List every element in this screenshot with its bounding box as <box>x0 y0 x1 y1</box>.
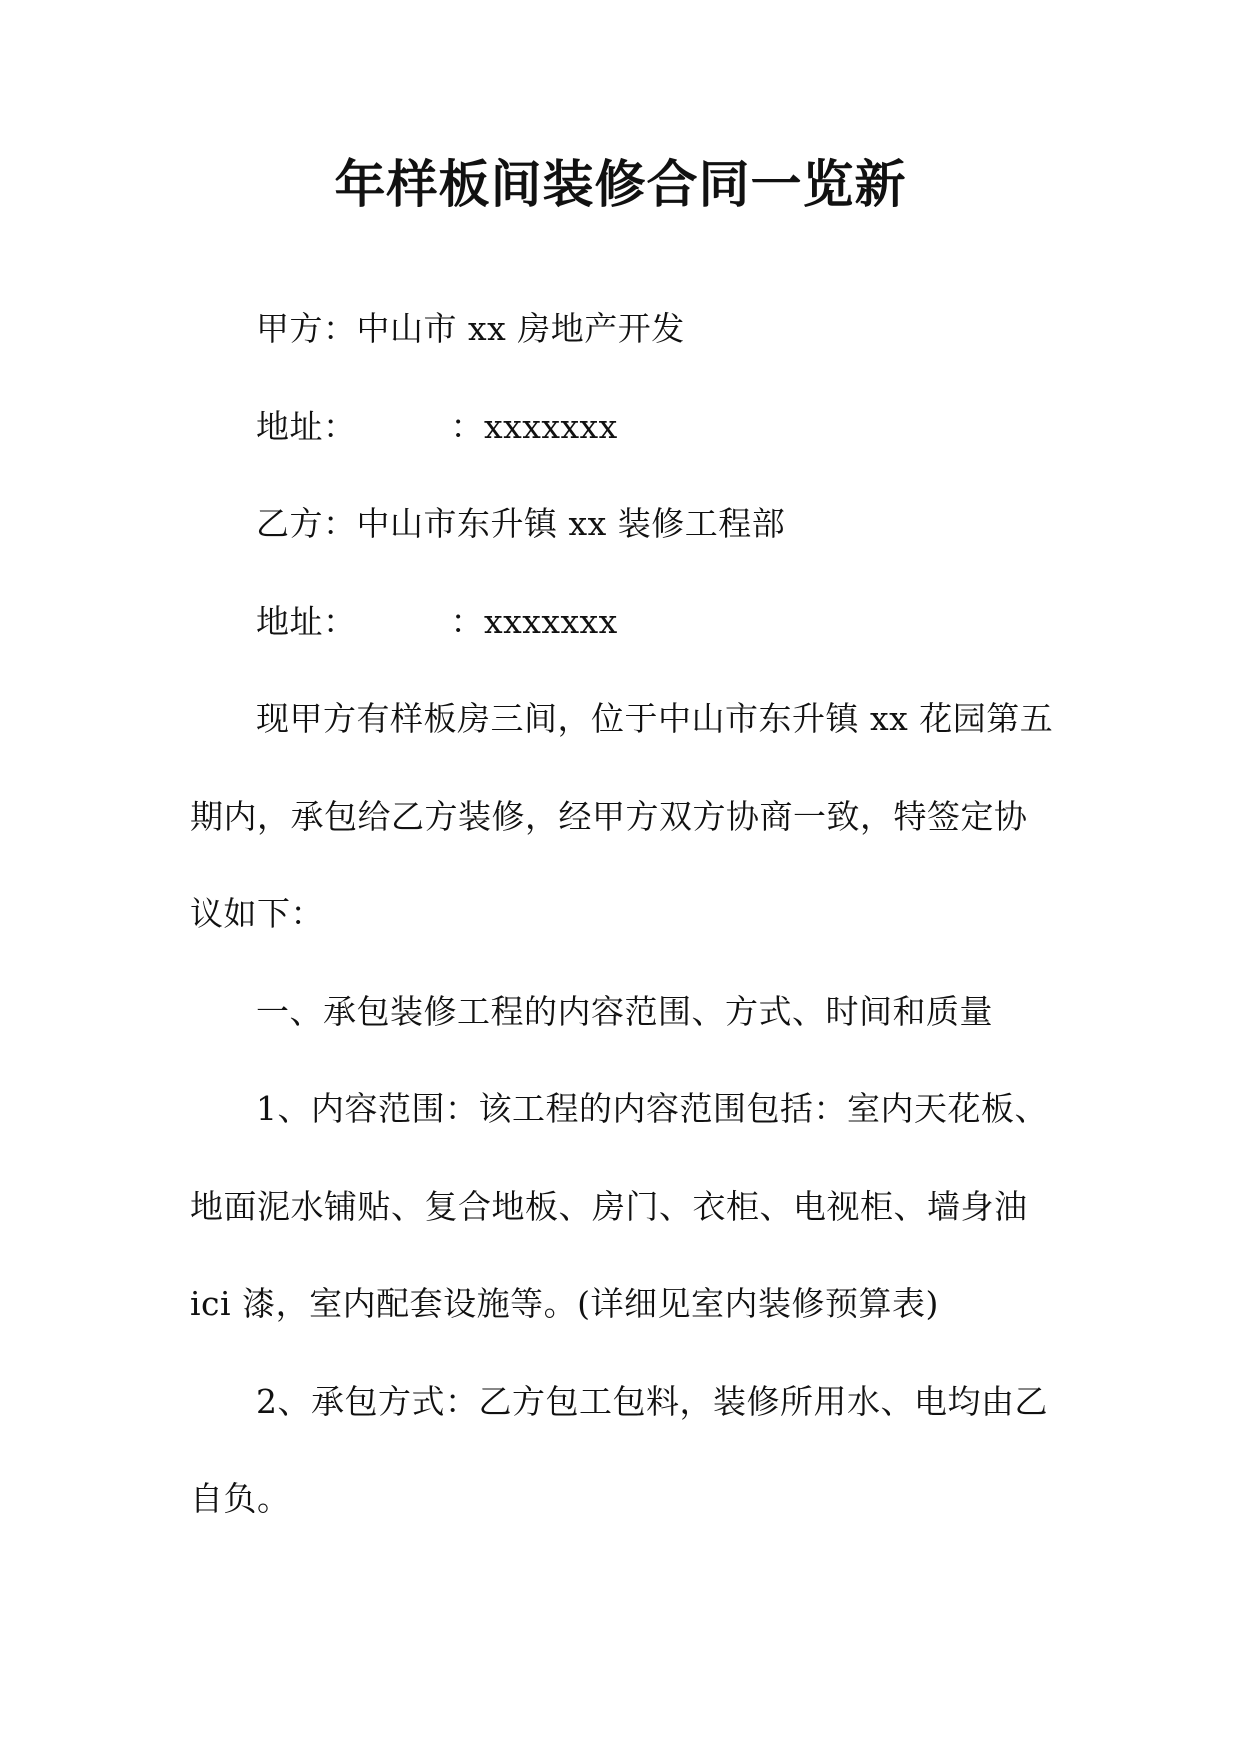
party-a-address-line <box>256 403 618 451</box>
party-a-line: 甲方：中山市 xx 房地产开发 <box>256 309 685 348</box>
item-one-line-1: 1、内容范围：该工程的内容范围包括：室内天花板、 <box>256 1089 1048 1128</box>
intro-line-1: 现甲方有样板房三间，位于中山市东升镇 xx 花园第五 <box>256 699 1054 738</box>
item-one-line-2: 地面泥水铺贴、复合地板、房门、衣柜、电视柜、墙身油 <box>190 1187 1028 1226</box>
item-one-line-3: ici 漆，室内配套设施等。(详细见室内装修预算表) <box>190 1284 939 1323</box>
section-one-heading: 一、承包装修工程的内容范围、方式、时间和质量 <box>256 992 993 1031</box>
party-b-address-line <box>256 598 618 646</box>
party-a-address-label: 地址： <box>256 407 357 446</box>
party-b-address-value: ：xxxxxxx <box>450 602 618 641</box>
intro-line-3: 议如下： <box>190 894 324 933</box>
intro-line-2: 期内，承包给乙方装修，经甲方双方协商一致，特签定协 <box>190 797 1028 836</box>
party-b-line: 乙方：中山市东升镇 xx 装修工程部 <box>256 504 786 543</box>
item-two-line-1: 2、承包方式：乙方包工包料，装修所用水、电均由乙 <box>256 1382 1048 1421</box>
party-b-address-label: 地址： <box>256 602 357 641</box>
document-title: 年样板间装修合同一览新 <box>334 156 907 215</box>
item-two-line-2: 自负。 <box>190 1479 291 1518</box>
party-a-address-value: ：xxxxxxx <box>450 407 618 446</box>
